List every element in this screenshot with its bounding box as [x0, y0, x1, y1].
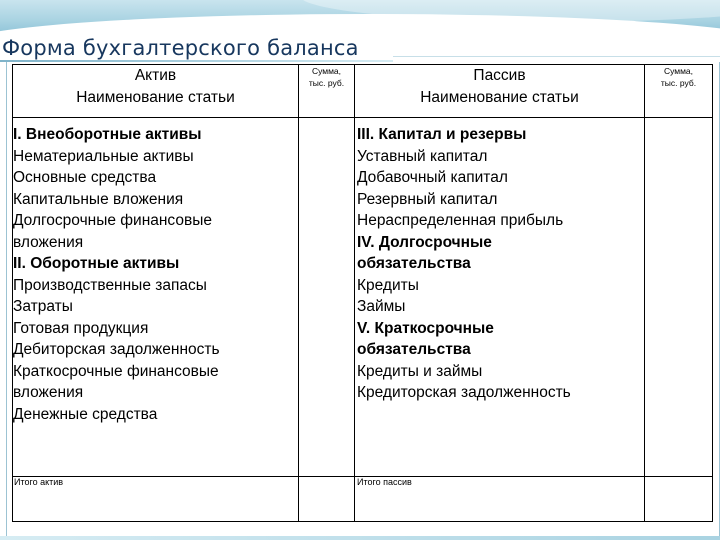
asset-item: Долгосрочные финансовые: [13, 212, 212, 229]
assets-item-name-heading: Наименование статьи: [76, 89, 235, 106]
balance-sheet-table: [12, 64, 713, 522]
asset-item: Дебиторская задолженность: [13, 341, 220, 358]
asset-item: Основные средства: [13, 169, 157, 186]
assets-sum-unit: тыс. руб.: [308, 78, 345, 88]
asset-item: Капитальные вложения: [13, 190, 184, 208]
asset-item: Производственные запасы: [13, 276, 207, 294]
liability-item: Займы: [357, 298, 406, 315]
liability-section-shortterm: V. Краткосрочные: [357, 319, 494, 337]
asset-item: вложения: [13, 233, 84, 251]
liability-item: Добавочный капитал: [357, 169, 508, 186]
liability-section-shortterm-cont: обязательства: [357, 341, 471, 358]
liabilities-sum-label: Сумма,: [663, 66, 694, 76]
liability-item: Кредиты и займы: [357, 362, 483, 380]
liability-item: Резервный капитал: [357, 190, 498, 208]
asset-section-current: II. Оборотные активы: [13, 255, 180, 272]
liabilities-item-name-heading: Наименование статьи: [420, 89, 579, 106]
asset-item: Затраты: [13, 298, 73, 315]
liabilities-sum-cell: [645, 118, 713, 477]
liabilities-sum-unit: тыс. руб.: [660, 78, 697, 88]
liability-item: Нераспределенная прибыль: [357, 212, 564, 229]
asset-item: Нематериальные активы: [13, 147, 194, 165]
liabilities-sum-header-cell: [645, 65, 713, 118]
table-total-row: [13, 477, 713, 522]
bottom-decoration: [0, 536, 720, 540]
slide-title: Форма бухгалтерского баланса: [2, 36, 359, 60]
assets-sum-header-cell: [299, 65, 355, 118]
liability-section-capital: III. Капитал и резервы: [357, 126, 527, 143]
asset-item: вложения: [13, 384, 84, 401]
liabilities-total-cell: [355, 477, 645, 522]
assets-heading: Актив: [134, 67, 177, 84]
asset-item: Готовая продукция: [13, 319, 149, 337]
assets-sum-cell: [299, 118, 355, 477]
liability-item: Кредиты: [357, 276, 419, 294]
asset-item: Денежные средства: [13, 405, 158, 423]
liability-item: Уставный капитал: [357, 147, 488, 165]
assets-total-label: Итого актив: [14, 477, 64, 487]
asset-section-noncurrent: I. Внеоборотные активы: [13, 126, 202, 143]
asset-item: Краткосрочные финансовые: [13, 362, 219, 380]
liabilities-header-cell: [355, 65, 645, 118]
assets-items-cell: [13, 118, 299, 477]
liabilities-total-label: Итого пассив: [357, 477, 412, 487]
liability-item: Кредиторская задолженность: [357, 384, 571, 401]
liabilities-items-cell: [355, 118, 645, 477]
liabilities-heading: Пассив: [473, 67, 526, 84]
assets-total-sum-cell: [299, 477, 355, 522]
table-header-row: [13, 65, 713, 118]
assets-sum-label: Сумма,: [311, 66, 342, 76]
liability-section-longterm-cont: обязательства: [357, 255, 471, 272]
liabilities-total-sum-cell: [645, 477, 713, 522]
title-rule-right: [393, 56, 720, 57]
liability-section-longterm: IV. Долгосрочные: [357, 233, 492, 251]
table-body-row: [13, 118, 713, 477]
assets-header-cell: [13, 65, 299, 118]
header-decoration: [0, 0, 720, 34]
assets-total-cell: [13, 477, 299, 522]
